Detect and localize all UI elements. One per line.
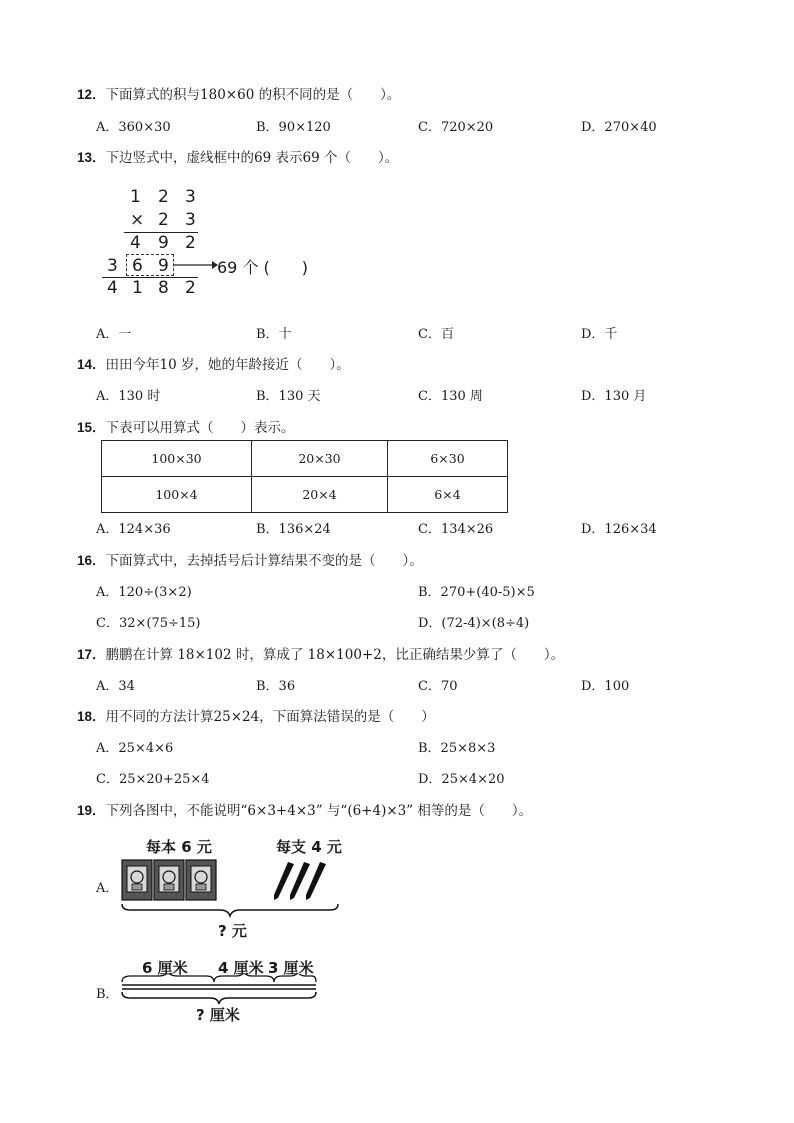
option-16b[interactable]: B．270+(40-5)×5 xyxy=(418,585,535,600)
total-length-label: ? 厘米 xyxy=(196,1006,240,1024)
question-text: 鹏鹏在计算 18×102 时，算成了 18×100+2，比正确结果少算了（ ）。 xyxy=(105,647,565,663)
book-icon xyxy=(122,860,152,900)
option-12a[interactable]: A．360×30 xyxy=(96,120,171,135)
question-text: 下边竖式中，虚线框中的69 表示69 个（ ）。 xyxy=(105,150,399,166)
brace xyxy=(274,974,316,982)
option-18c[interactable]: C．25×20+25×4 xyxy=(96,772,210,787)
digit: 1 xyxy=(130,187,141,207)
question-12 xyxy=(77,83,400,103)
question-14 xyxy=(77,353,350,373)
question-19 xyxy=(77,799,532,819)
question-16 xyxy=(77,549,423,569)
brace xyxy=(122,992,316,1004)
digit: 1 xyxy=(132,278,143,298)
vertical-multiplication-figure xyxy=(96,183,336,303)
question-13 xyxy=(77,146,398,166)
question-number: 18． xyxy=(77,709,106,724)
price-label-book: 每本 6 元 xyxy=(146,838,212,856)
option-15b[interactable]: B．136×24 xyxy=(256,522,331,537)
option-16a[interactable]: A．120÷(3×2) xyxy=(96,585,192,600)
option-19b[interactable]: B． xyxy=(96,987,119,1002)
table-cell: 100×4 xyxy=(102,477,252,513)
question-text: 下列各图中，不能说明“6×3+4×3” 与“(6+4)×3” 相等的是（ ）。 xyxy=(105,803,533,819)
table-cell: 20×30 xyxy=(252,441,388,477)
digit: 8 xyxy=(158,278,169,298)
question-number: 14． xyxy=(77,357,106,372)
pen-icon xyxy=(274,862,326,900)
digit: 9 xyxy=(158,233,169,253)
option-19a[interactable]: A． xyxy=(96,881,119,896)
digit: 2 xyxy=(185,278,196,298)
option-15c[interactable]: C．134×26 xyxy=(418,522,494,537)
option-17c[interactable]: C．70 xyxy=(418,679,458,694)
table-row xyxy=(102,477,508,513)
digit: 4 xyxy=(130,233,141,253)
question-15 xyxy=(77,416,295,436)
annotation-label: 69 个 ( ) xyxy=(217,258,309,277)
arrow-icon xyxy=(174,255,218,275)
table-cell: 6×30 xyxy=(388,441,508,477)
option-16c[interactable]: C．32×(75÷15) xyxy=(96,616,201,631)
question-number: 19． xyxy=(77,803,106,818)
book-icon xyxy=(154,860,184,900)
question-18 xyxy=(77,705,435,725)
question-number: 15． xyxy=(77,420,106,435)
option-12c[interactable]: C．720×20 xyxy=(418,120,494,135)
brace xyxy=(214,974,274,982)
question-text: 下表可以用算式（ ）表示。 xyxy=(105,420,295,436)
option-13a[interactable]: A．一 xyxy=(96,327,132,342)
multiplication-table xyxy=(101,440,508,513)
option-17d[interactable]: D．100 xyxy=(581,679,630,694)
option-17a[interactable]: A．34 xyxy=(96,679,135,694)
option-15d[interactable]: D．126×34 xyxy=(581,522,657,537)
digit: 6 xyxy=(132,256,143,276)
question-17 xyxy=(77,643,564,663)
question-text: 下面算式的积与180×60 的积不同的是（ ）。 xyxy=(105,87,401,103)
table-cell: 20×4 xyxy=(252,477,388,513)
option-14a[interactable]: A．130 时 xyxy=(96,389,161,404)
price-label-pen: 每支 4 元 xyxy=(276,838,342,856)
brace xyxy=(122,974,214,982)
question-number: 12． xyxy=(77,87,106,102)
books-and-pens-figure xyxy=(118,858,343,918)
option-15a[interactable]: A．124×36 xyxy=(96,522,171,537)
table-cell: 6×4 xyxy=(388,477,508,513)
option-14c[interactable]: C．130 周 xyxy=(418,389,483,404)
option-13c[interactable]: C．百 xyxy=(418,327,454,342)
segment-label: 6 厘米 xyxy=(142,959,188,977)
total-cost-label: ? 元 xyxy=(218,922,247,940)
length-figure xyxy=(118,974,323,1006)
question-number: 16． xyxy=(77,553,106,568)
question-text: 田田今年10 岁，她的年龄接近（ ）。 xyxy=(105,357,350,373)
option-16d[interactable]: D．(72-4)×(8÷4) xyxy=(418,616,530,631)
digit: 2 xyxy=(185,233,196,253)
option-14d[interactable]: D．130 月 xyxy=(581,389,647,404)
option-12d[interactable]: D．270×40 xyxy=(581,120,657,135)
option-18d[interactable]: D．25×4×20 xyxy=(418,772,505,787)
question-number: 17． xyxy=(77,647,106,662)
digit: 3 xyxy=(185,187,196,207)
option-13d[interactable]: D．千 xyxy=(581,327,618,342)
option-12b[interactable]: B．90×120 xyxy=(256,120,331,135)
option-13b[interactable]: B．十 xyxy=(256,327,292,342)
table-cell: 100×30 xyxy=(102,441,252,477)
option-14b[interactable]: B．130 天 xyxy=(256,389,321,404)
table-row xyxy=(102,441,508,477)
digit: 2 xyxy=(158,187,169,207)
question-text: 用不同的方法计算25×24，下面算法错误的是（ ） xyxy=(105,709,435,725)
digit: 3 xyxy=(107,256,118,276)
question-number: 13． xyxy=(77,150,106,165)
segment-label: 3 厘米 xyxy=(268,959,314,977)
option-18b[interactable]: B．25×8×3 xyxy=(418,741,496,756)
option-17b[interactable]: B．36 xyxy=(256,679,296,694)
digit: 2 xyxy=(158,210,169,230)
digit: 3 xyxy=(185,210,196,230)
question-text: 下面算式中，去掉括号后计算结果不变的是（ ）。 xyxy=(105,553,423,569)
segment-label: 4 厘米 xyxy=(218,959,264,977)
times-sign: × xyxy=(130,210,145,230)
digit: 4 xyxy=(107,278,118,298)
brace xyxy=(122,904,338,916)
option-18a[interactable]: A．25×4×6 xyxy=(96,741,174,756)
book-icon xyxy=(186,860,216,900)
digit: 9 xyxy=(158,256,169,276)
